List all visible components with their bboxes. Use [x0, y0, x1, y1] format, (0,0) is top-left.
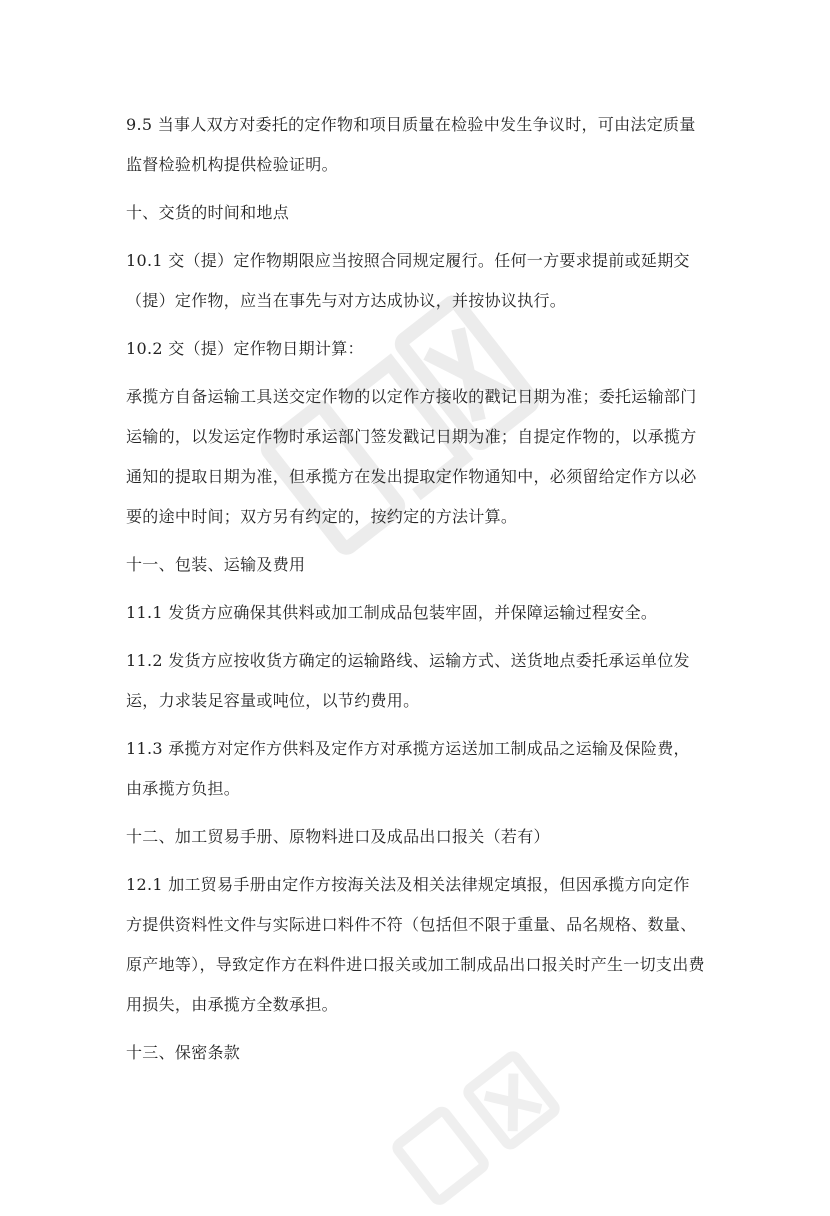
- clause-12-1: 12.1 加工贸易手册由定作方按海关法及相关法律规定填报，但因承揽方向定作方提供资料性文件与实际进口料件不符（包括但不限于重量、品名规格、数量、原产地等），导致定作方在料件进口报关或加工制成品出口报关时产生一切支出费用损失，由承揽方全数承担。: [126, 875, 705, 1014]
- clause-11-1: 11.1 发货方应确保其供料或加工制成品包装牢固，并保障运输过程安全。: [126, 603, 658, 622]
- clause-9-5: 9.5 当事人双方对委托的定作物和项目质量在检验中发生争议时，可由法定质量监督检验机构提供检验证明。: [126, 115, 696, 174]
- section-heading-12: 十二、加工贸易手册、原物料进口及成品出口报关（若有）: [126, 827, 550, 846]
- clause-10-2: 10.2 交（提）定作物日期计算：: [126, 339, 364, 358]
- clause-11-3: 11.3 承揽方对定作方供料及定作方对承揽方运送加工制成品之运输及保险费，由承揽方负担。: [126, 739, 690, 798]
- clause-10-1: 10.1 交（提）定作物期限应当按照合同规定履行。任何一方要求提前或延期交（提）定作物，应当在事先与对方达成协议，并按协议执行。: [126, 251, 690, 310]
- clause-11-2: 11.2 发货方应按收货方确定的运输路线、运输方式、送货地点委托承运单位发运，力求装足容量或吨位，以节约费用。: [126, 651, 690, 710]
- document-body: [126, 105, 706, 1073]
- section-heading-13: 十三、保密条款: [126, 1043, 241, 1062]
- section-heading-11: 十一、包装、运输及费用: [126, 555, 306, 574]
- clause-10-2-detail: 承揽方自备运输工具送交定作物的以定作方接收的戳记日期为准；委托运输部门运输的，以发运定作物时承运部门签发戳记日期为准；自提定作物的，以承揽方通知的提取日期为准，但承揽方在发出提取定作物通知中，必须留给定作方以必要的途中时间；双方另有约定的，按约定的方法计算。: [126, 387, 697, 526]
- section-heading-10: 十、交货的时间和地点: [126, 203, 290, 222]
